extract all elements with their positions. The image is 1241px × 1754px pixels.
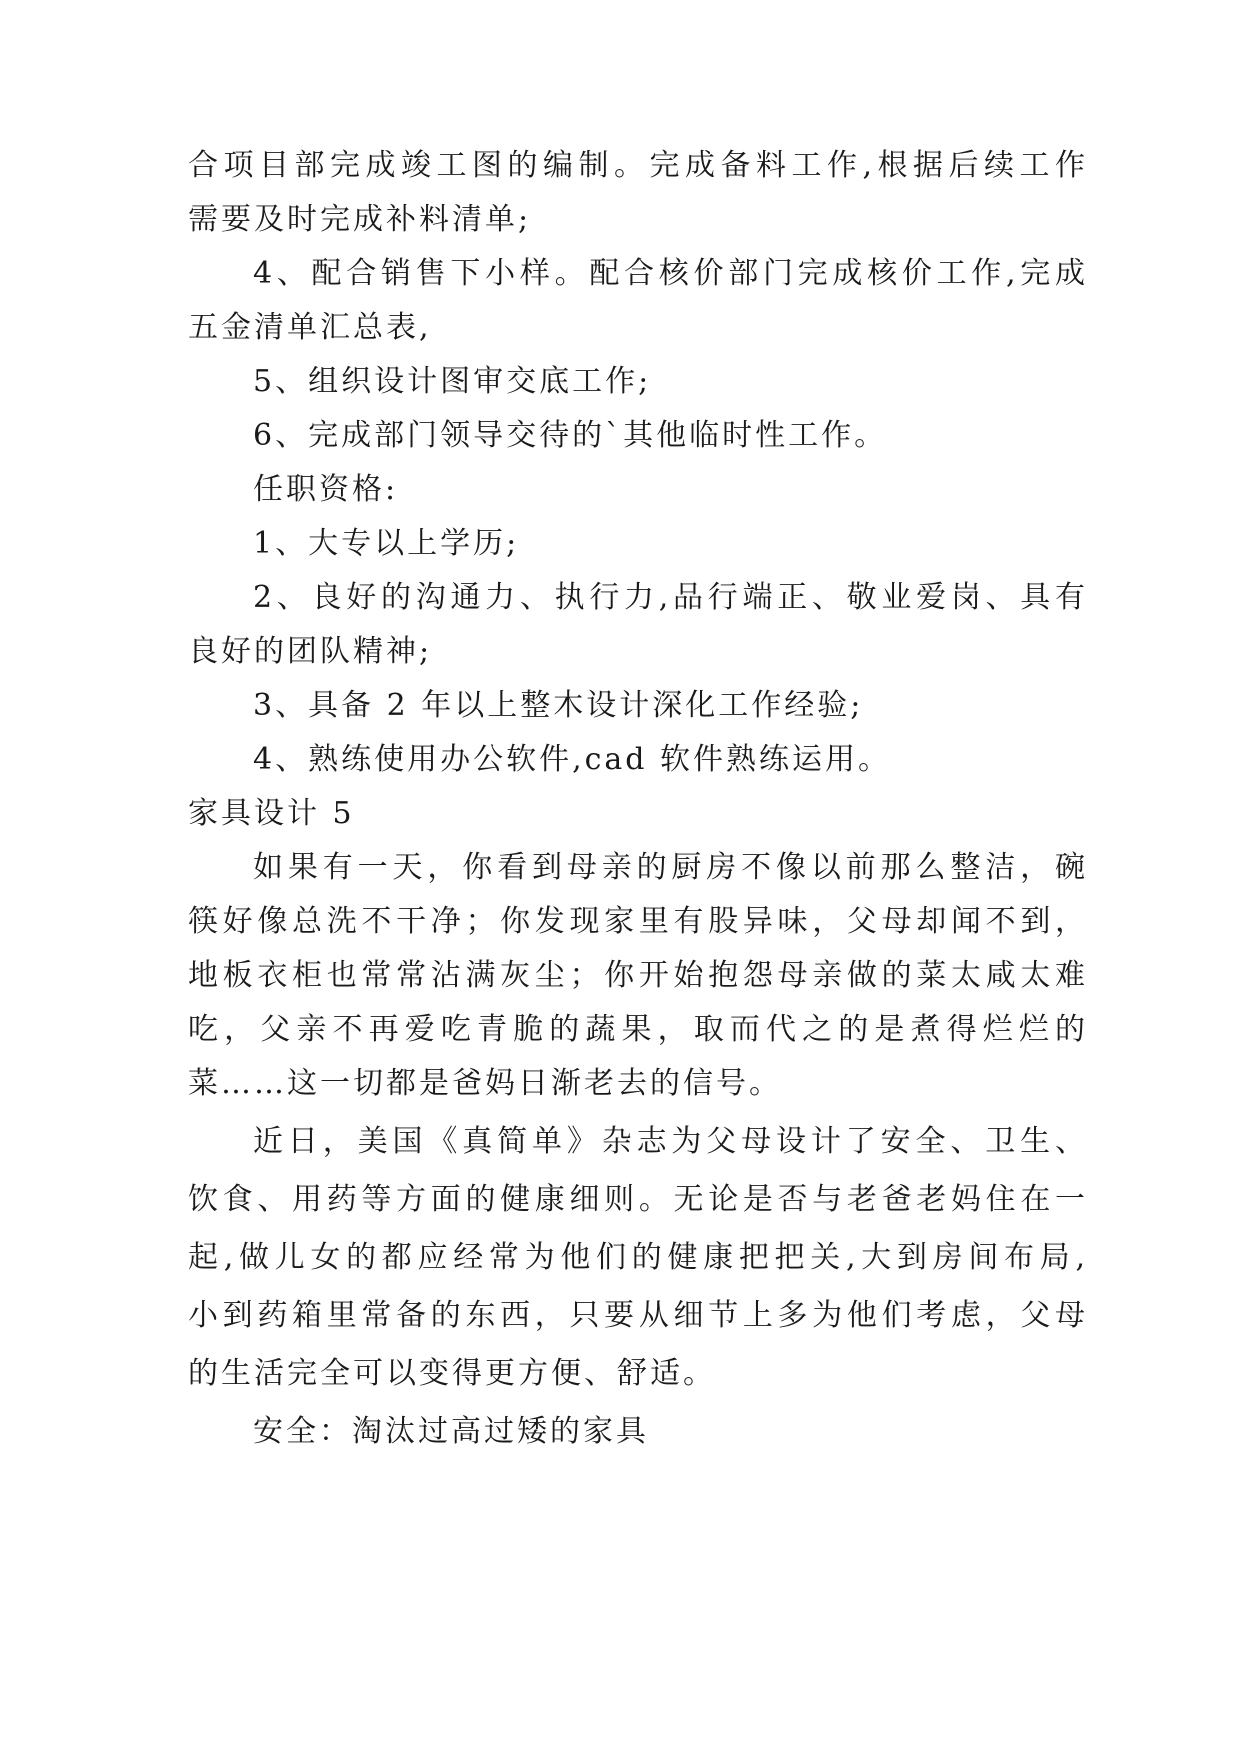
text-line: 近日，美国《真简单》杂志为父母设计了安全、卫生、 [253, 1124, 1088, 1159]
text-line: 小到药箱里常备的东西，只要从细节上多为他们考虑，父母 [188, 1298, 1088, 1333]
text-line: 5、组织设计图审交底工作; [253, 364, 652, 399]
text-line: 合项目部完成竣工图的编制。完成备料工作,根据后续工作 [188, 148, 1088, 183]
text-line: 五金清单汇总表, [188, 310, 432, 345]
text-line: 如果有一天，你看到母亲的厨房不像以前那么整洁，碗 [253, 850, 1088, 885]
text-line: 3、具备 2 年以上整木设计深化工作经验; [253, 688, 864, 723]
section-heading: 任职资格: [253, 472, 399, 507]
text-line: 4、配合销售下小样。配合核价部门完成核价工作,完成 [253, 256, 1088, 291]
text-line: 地板衣柜也常常沾满灰尘；你开始抱怨母亲做的菜太咸太难 [188, 958, 1088, 993]
section-heading: 安全：淘汰过高过矮的家具 [253, 1414, 649, 1449]
text-line: 菜……这一切都是爸妈日渐老去的信号。 [188, 1066, 782, 1101]
text-line: 良好的团队精神; [188, 634, 433, 669]
text-line: 起,做儿女的都应经常为他们的健康把把关,大到房间布局, [188, 1240, 1088, 1275]
article-title: 家具设计 5 [188, 796, 355, 831]
text-line: 2、良好的沟通力、执行力,品行端正、敬业爱岗、具有 [253, 580, 1088, 615]
text-line: 6、完成部门领导交待的`其他临时性工作。 [253, 418, 888, 453]
text-line: 饮食、用药等方面的健康细则。无论是否与老爸老妈住在一 [188, 1182, 1088, 1217]
text-line: 1、大专以上学历; [253, 526, 520, 561]
text-line: 4、熟练使用办公软件,cad 软件熟练运用。 [253, 742, 892, 777]
text-line: 吃，父亲不再爱吃青脆的蔬果，取而代之的是煮得烂烂的 [188, 1012, 1088, 1047]
text-line: 的生活完全可以变得更方便、舒适。 [188, 1356, 716, 1391]
text-line: 筷好像总洗不干净；你发现家里有股异味，父母却闻不到， [188, 904, 1088, 939]
text-line: 需要及时完成补料清单; [188, 202, 532, 237]
